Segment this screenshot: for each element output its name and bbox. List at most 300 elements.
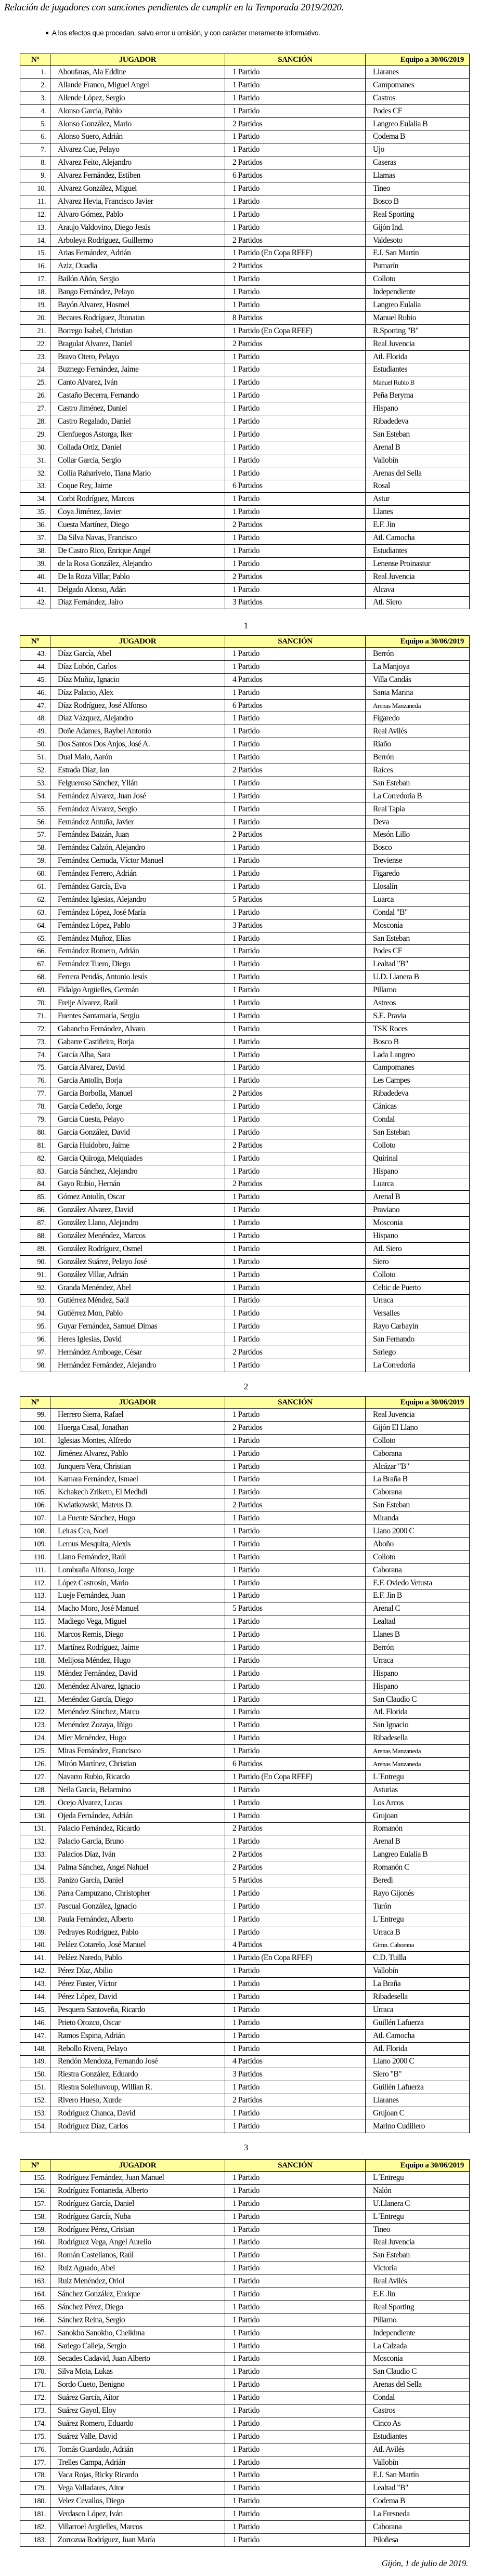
table-row	[20, 1087, 470, 1100]
team: E.F. Jin	[366, 519, 470, 532]
player-name: Fernández Romero, Adrián	[50, 945, 225, 958]
team: Valdesoto	[366, 234, 470, 247]
team: Lealtad	[366, 1615, 470, 1628]
row-number: 20.	[20, 311, 50, 324]
table-row	[20, 130, 470, 143]
sanction: 1 Partido	[225, 428, 366, 441]
team: Podes CF	[366, 104, 470, 117]
table-row	[20, 790, 470, 803]
sanctions-table	[20, 2159, 470, 2547]
row-number: 146.	[20, 2016, 50, 2029]
table-row	[20, 1499, 470, 1512]
team: Rosal	[366, 480, 470, 493]
sanction: 1 Partido	[225, 1320, 366, 1333]
row-number: 167.	[20, 2327, 50, 2340]
sanction: 1 Partido	[225, 738, 366, 751]
player-name: Rodríguez Vega, Angel Aurelio	[50, 2236, 225, 2249]
table-row	[20, 660, 470, 673]
header-team: Equipo a 30/06/2019	[366, 2160, 470, 2172]
table-row	[20, 2508, 470, 2521]
sanction: 2 Partidos	[225, 260, 366, 273]
sanction: 1 Partido	[225, 1434, 366, 1447]
team: Arenas Manzaneda	[366, 699, 470, 712]
row-number: 101.	[20, 1434, 50, 1447]
player-name: Pérez Díaz, Abilio	[50, 1965, 225, 1978]
player-name: Díaz Palacio, Alex	[50, 686, 225, 699]
player-name: Ruiz Aguado, Abel	[50, 2262, 225, 2275]
sanction: 1 Partido	[225, 1165, 366, 1178]
row-number: 27.	[20, 402, 50, 415]
team: Aboño	[366, 1537, 470, 1550]
row-number: 108.	[20, 1525, 50, 1538]
row-number: 55.	[20, 803, 50, 816]
row-number: 69.	[20, 984, 50, 997]
row-number: 18.	[20, 286, 50, 299]
table-row	[20, 2533, 470, 2546]
team: Arenal C	[366, 1602, 470, 1615]
table-row	[20, 1576, 470, 1589]
player-name: Suárez Valle, David	[50, 2430, 225, 2443]
header-sanction: SANCIÓN	[225, 636, 366, 648]
player-name: Sanokho Sanokho, Cheikhna	[50, 2327, 225, 2340]
sanction: 1 Partido	[225, 1745, 366, 1758]
sanction: 1 Partido	[225, 1900, 366, 1913]
sanction: 2 Partidos	[225, 337, 366, 350]
team: Real Juvencia	[366, 337, 470, 350]
row-number: 165.	[20, 2301, 50, 2314]
team: Codema B	[366, 130, 470, 143]
sanction: 1 Partido	[225, 2443, 366, 2456]
row-number: 116.	[20, 1628, 50, 1641]
table-row	[20, 1628, 470, 1641]
player-name: Guyar Fernández, Samuel Dimas	[50, 1320, 225, 1333]
table-row	[20, 195, 470, 208]
team: Langreo Eulalia B	[366, 117, 470, 130]
team: TSK Roces	[366, 1022, 470, 1035]
player-name: Rendón Mendoza, Fernando José	[50, 2055, 225, 2068]
header-sanction: SANCIÓN	[225, 2160, 366, 2172]
player-name: Kwiatkowski, Mateus D.	[50, 1499, 225, 1512]
player-name: Menéndez Sánchez, Marco	[50, 1706, 225, 1719]
sanction: 1 Partido	[225, 2327, 366, 2340]
team: Caborana	[366, 1563, 470, 1576]
header-team: Equipo a 30/06/2019	[366, 636, 470, 648]
team: Berrón	[366, 648, 470, 661]
table-row	[20, 1809, 470, 1822]
header-num: Nº	[20, 2160, 50, 2172]
sanction: 1 Partido	[225, 2495, 366, 2508]
sanction: 1 Partido	[225, 2508, 366, 2521]
team: Peña Beryma	[366, 389, 470, 402]
team: Atl. Camocha	[366, 532, 470, 545]
team: Pumarín	[366, 260, 470, 273]
player-name: Llano Fernández, Raúl	[50, 1550, 225, 1563]
table-row	[20, 2365, 470, 2378]
table-row	[20, 1887, 470, 1900]
sanction: 1 Partido	[225, 1009, 366, 1022]
sanction: 1 Partido	[225, 1525, 366, 1538]
header-player: JUGADOR	[50, 54, 225, 66]
player-name: García Borbolla, Manuel	[50, 1087, 225, 1100]
team: Campomanes	[366, 78, 470, 91]
player-name: Gabancho Fernández, Alvaro	[50, 1022, 225, 1035]
table-row	[20, 2404, 470, 2417]
table-row	[20, 1913, 470, 1926]
player-name: Méndez Fernández, David	[50, 1667, 225, 1680]
sanction: 1 Partido	[225, 1074, 366, 1087]
player-name: Trelles Campa, Adrián	[50, 2456, 225, 2469]
row-number: 79.	[20, 1113, 50, 1126]
table-row	[20, 570, 470, 583]
sanction: 1 Partido	[225, 2107, 366, 2120]
team: Urraca B	[366, 1926, 470, 1939]
sanction: 2 Partidos	[225, 829, 366, 842]
sanction: 4 Partidos	[225, 2055, 366, 2068]
player-name: Bayón Alvarez, Hosmel	[50, 299, 225, 312]
table-row	[20, 1204, 470, 1217]
player-name: Díaz García, Abel	[50, 648, 225, 661]
sanction: 1 Partido	[225, 1333, 366, 1346]
sanction: 1 Partido	[225, 195, 366, 208]
player-name: Doñe Adames, Raybel Antonio	[50, 725, 225, 738]
team: La Manjoya	[366, 660, 470, 673]
player-name: Díaz Fernández, Jairo	[50, 596, 225, 609]
team: Quirinal	[366, 1152, 470, 1165]
player-name: Delgado Alonso, Adán	[50, 583, 225, 596]
player-name: de la Rosa González, Alejandro	[50, 557, 225, 570]
player-name: Fernández Alvarez, Juan José	[50, 790, 225, 803]
player-name: Alvarez González, Miguel	[50, 182, 225, 195]
row-number: 155.	[20, 2172, 50, 2185]
row-number: 11.	[20, 195, 50, 208]
sanction: 2 Partidos	[225, 1822, 366, 1835]
player-name: González Suárez, Pelayo José	[50, 1255, 225, 1268]
row-number: 25.	[20, 376, 50, 389]
table-row	[20, 2469, 470, 2482]
sanction: 1 Partido	[225, 725, 366, 738]
team: Langreo Eulalia	[366, 299, 470, 312]
team: Atl. Siero	[366, 1242, 470, 1255]
team: Condal	[366, 1113, 470, 1126]
table-row	[20, 363, 470, 376]
row-number: 38.	[20, 544, 50, 557]
sanction: 2 Partidos	[225, 1087, 366, 1100]
player-name: Gutiérrez Mon, Pablo	[50, 1307, 225, 1320]
table-row	[20, 324, 470, 337]
team: Real Avilés	[366, 725, 470, 738]
row-number: 73.	[20, 1035, 50, 1048]
table-row	[20, 751, 470, 764]
player-name: Gutiérrez Méndez, Saúl	[50, 1294, 225, 1307]
table-row	[20, 221, 470, 234]
table-row	[20, 337, 470, 350]
table-row	[20, 699, 470, 712]
sanction: 1 Partido (En Copa RFEF)	[225, 324, 366, 337]
team: Cánicas	[366, 1100, 470, 1113]
table-row	[20, 1061, 470, 1074]
table-row	[20, 1359, 470, 1372]
player-name: Corbi Rodríguez, Marcos	[50, 493, 225, 506]
row-number: 123.	[20, 1719, 50, 1732]
row-number: 70.	[20, 997, 50, 1010]
table-row	[20, 2456, 470, 2469]
team: Ribadedeva	[366, 1087, 470, 1100]
team: Astur	[366, 493, 470, 506]
sanctions-table-1	[20, 54, 469, 609]
team: Hispano	[366, 1680, 470, 1693]
row-number: 64.	[20, 919, 50, 932]
row-number: 53.	[20, 777, 50, 790]
team: Los Arcos	[366, 1796, 470, 1809]
team: Arenas Manzaneda	[366, 1758, 470, 1771]
table-row	[20, 247, 470, 260]
player-name: Rebollo Rivera, Pelayo	[50, 2042, 225, 2055]
player-name: Lombraña Alfonso, Jorge	[50, 1563, 225, 1576]
sanction: 1 Partido	[225, 1035, 366, 1048]
player-name: Peláez Naredo, Pablo	[50, 1952, 225, 1965]
player-name: Menéndez Zozaya, Iñigo	[50, 1719, 225, 1732]
table-row	[20, 945, 470, 958]
row-number: 42.	[20, 596, 50, 609]
team: Grujoan	[366, 1809, 470, 1822]
table-row	[20, 932, 470, 945]
team: Mosconia	[366, 1217, 470, 1230]
row-number: 99.	[20, 1409, 50, 1422]
team: L´Entregu	[366, 2210, 470, 2223]
player-name: Peláez Cotarelo, José Manuel	[50, 1939, 225, 1952]
player-name: Leiras Cea, Noel	[50, 1525, 225, 1538]
sanction: 1 Partido	[225, 1460, 366, 1473]
row-number: 138.	[20, 1913, 50, 1926]
team: Real Juvencia	[366, 570, 470, 583]
team: Cinco As	[366, 2417, 470, 2430]
sanction: 1 Partido	[225, 454, 366, 467]
player-name: Collada Ortiz, Daniel	[50, 441, 225, 454]
table-row	[20, 415, 470, 428]
row-number: 141.	[20, 1952, 50, 1965]
row-number: 34.	[20, 493, 50, 506]
table-row	[20, 1939, 470, 1952]
player-name: Mirón Martínez, Christian	[50, 1758, 225, 1771]
sanction: 2 Partidos	[225, 1139, 366, 1152]
row-number: 22.	[20, 337, 50, 350]
table-row	[20, 389, 470, 402]
row-number: 129.	[20, 1796, 50, 1809]
row-number: 85.	[20, 1191, 50, 1204]
table-row	[20, 1719, 470, 1732]
team: Asturias	[366, 1783, 470, 1796]
table-header-row	[20, 636, 470, 648]
sanction: 1 Partido	[225, 1126, 366, 1139]
player-name: Suárez Romero, Eduardo	[50, 2417, 225, 2430]
player-name: Lemus Mesquita, Alexis	[50, 1537, 225, 1550]
table-row	[20, 596, 470, 609]
player-name: Becares Rodríguez, Jhonatan	[50, 311, 225, 324]
row-number: 97.	[20, 1346, 50, 1359]
sanction: 1 Partido	[225, 493, 366, 506]
team: Colloto	[366, 273, 470, 286]
table-row	[20, 1835, 470, 1848]
player-name: Alvarez Cue, Pelayo	[50, 143, 225, 156]
table-row	[20, 311, 470, 324]
row-number: 182.	[20, 2521, 50, 2534]
row-number: 72.	[20, 1022, 50, 1035]
row-number: 62.	[20, 893, 50, 906]
table-row	[20, 1126, 470, 1139]
team: Caborana	[366, 1447, 470, 1460]
table-row	[20, 1965, 470, 1978]
row-number: 58.	[20, 842, 50, 855]
row-number: 57.	[20, 829, 50, 842]
player-name: González Llano, Alejandro	[50, 1217, 225, 1230]
player-name: Cienfuegos Astorga, Iker	[50, 428, 225, 441]
team: Podes CF	[366, 945, 470, 958]
sanctions-table	[20, 54, 470, 609]
sanction: 1 Partido	[225, 1641, 366, 1654]
row-number: 151.	[20, 2081, 50, 2094]
team: Hispano	[366, 1165, 470, 1178]
sanction: 1 Partido	[225, 1615, 366, 1628]
row-number: 81.	[20, 1139, 50, 1152]
sanction: 5 Partidos	[225, 893, 366, 906]
player-name: Jiménez Alvarez, Pablo	[50, 1447, 225, 1460]
sanction: 1 Partido	[225, 1359, 366, 1372]
table-row	[20, 2417, 470, 2430]
table-row	[20, 182, 470, 195]
row-number: 92.	[20, 1281, 50, 1294]
sanction: 1 Partido	[225, 1409, 366, 1422]
player-name: Román Castellanos, Raúl	[50, 2249, 225, 2262]
sanction: 1 Partido	[225, 1628, 366, 1641]
team: Caseras	[366, 156, 470, 169]
table-row	[20, 1486, 470, 1499]
row-number: 41.	[20, 583, 50, 596]
header-team: Equipo a 30/06/2019	[366, 54, 470, 66]
table-row	[20, 1268, 470, 1281]
sanction: 1 Partido	[225, 1563, 366, 1576]
sanction: 2 Partidos	[225, 1178, 366, 1191]
row-number: 29.	[20, 428, 50, 441]
table-row	[20, 2275, 470, 2288]
team: Sariego	[366, 1346, 470, 1359]
player-name: López Castrosín, Mario	[50, 1576, 225, 1589]
team: Arenas del Sella	[366, 2378, 470, 2391]
row-number: 71.	[20, 1009, 50, 1022]
header-sanction: SANCIÓN	[225, 54, 366, 66]
team: E.I. San Martín	[366, 2469, 470, 2482]
row-number: 48.	[20, 712, 50, 725]
team: E.F. Jin	[366, 2288, 470, 2301]
table-row	[20, 286, 470, 299]
table-row	[20, 2443, 470, 2456]
player-name: Miras Fernández, Francisco	[50, 1745, 225, 1758]
sanction: 1 Partido	[225, 1447, 366, 1460]
sanction: 1 Partido	[225, 1281, 366, 1294]
player-name: Rodríguez García, Nuba	[50, 2210, 225, 2223]
team: Llanes B	[366, 1628, 470, 1641]
team: Llaranes	[366, 66, 470, 79]
row-number: 142.	[20, 1965, 50, 1978]
team: Langreo Eulalia B	[366, 1848, 470, 1861]
sanction: 1 Partido	[225, 2533, 366, 2546]
player-name: Rodríguez Fontaneda, Alberto	[50, 2184, 225, 2197]
table-row	[20, 441, 470, 454]
team: La Corredoria	[366, 1359, 470, 1372]
sanction: 2 Partidos	[225, 2094, 366, 2107]
player-name: Palacio García, Bruno	[50, 1835, 225, 1848]
row-number: 33.	[20, 480, 50, 493]
player-name: La Fuente Sánchez, Hugo	[50, 1512, 225, 1525]
sanction: 1 Partido	[225, 777, 366, 790]
row-number: 118.	[20, 1654, 50, 1667]
player-name: Marcos Remis, Diego	[50, 1628, 225, 1641]
player-name: Fidalgo Argüelles, Germán	[50, 984, 225, 997]
row-number: 82.	[20, 1152, 50, 1165]
player-name: Riestra González, Eduardo	[50, 2068, 225, 2081]
row-number: 156.	[20, 2184, 50, 2197]
row-number: 91.	[20, 1268, 50, 1281]
table-row	[20, 78, 470, 91]
player-name: Rivero Hueso, Xurde	[50, 2094, 225, 2107]
player-name: Castro Jiménez, Daniel	[50, 402, 225, 415]
row-number: 4.	[20, 104, 50, 117]
team: Lada Langreo	[366, 1048, 470, 1061]
table-row	[20, 1550, 470, 1563]
player-name: Díaz Rodríguez, José Alfonso	[50, 699, 225, 712]
sanctions-table-2	[20, 635, 469, 1372]
table-row	[20, 2055, 470, 2068]
sanction: 1 Partido	[225, 648, 366, 661]
row-number: 61.	[20, 880, 50, 893]
player-name: Bravo Otero, Pelayo	[50, 350, 225, 363]
row-number: 126.	[20, 1758, 50, 1771]
row-number: 127.	[20, 1770, 50, 1783]
row-number: 17.	[20, 273, 50, 286]
player-name: Kchakech Zrikem, El Medhdi	[50, 1486, 225, 1499]
team: Astreos	[366, 997, 470, 1010]
team: Praviano	[366, 1204, 470, 1217]
player-name: Sariego Calleja, Sergio	[50, 2340, 225, 2352]
row-number: 168.	[20, 2340, 50, 2352]
player-name: Ramos Espina, Adrián	[50, 2029, 225, 2042]
team: Romanón	[366, 1822, 470, 1835]
row-number: 89.	[20, 1242, 50, 1255]
table-row	[20, 583, 470, 596]
player-name: Palma Sánchez, Angel Nahuel	[50, 1861, 225, 1874]
table-row	[20, 1693, 470, 1706]
sanction: 1 Partido	[225, 2197, 366, 2210]
player-name: De Castro Rico, Enrique Angel	[50, 544, 225, 557]
row-number: 12.	[20, 208, 50, 221]
row-number: 84.	[20, 1178, 50, 1191]
player-name: Gayo Rubio, Hernán	[50, 1178, 225, 1191]
player-name: Sánchez Reina, Sergio	[50, 2314, 225, 2327]
table-row	[20, 169, 470, 182]
table-row	[20, 1307, 470, 1320]
team: Ribadesella	[366, 1991, 470, 2004]
sanction: 2 Partidos	[225, 764, 366, 777]
team: Bosco B	[366, 195, 470, 208]
row-number: 24.	[20, 363, 50, 376]
row-number: 149.	[20, 2055, 50, 2068]
table-row	[20, 208, 470, 221]
row-number: 2.	[20, 78, 50, 91]
sanction: 1 Partido	[225, 1809, 366, 1822]
player-name: Mier Menéndez, Hugo	[50, 1732, 225, 1745]
sanction: 1 Partido	[225, 2288, 366, 2301]
player-name: Granda Menéndez, Abel	[50, 1281, 225, 1294]
sanction: 1 Partido	[225, 2417, 366, 2430]
